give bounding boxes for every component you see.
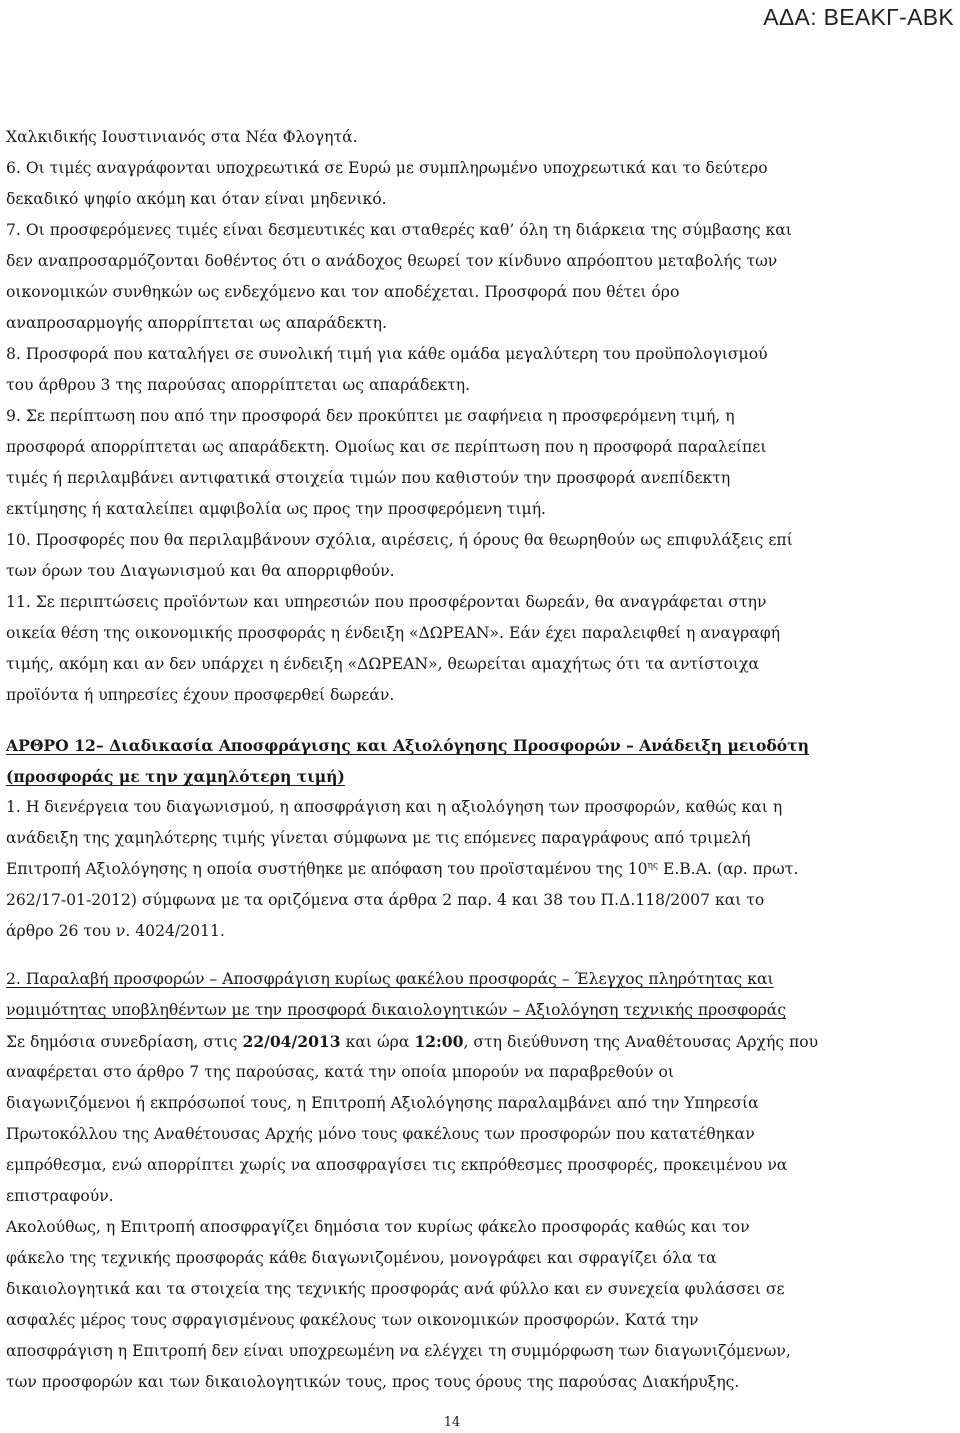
text-line: 9. Σε περίπτωση που από την προσφορά δεν προκύπτει με σαφήνεια η προσφερόμενη τιμή, η — [6, 407, 735, 425]
section-heading: 2. Παραλαβή προσφορών – Αποσφράγιση κυρίως φακέλου προσφοράς – Έλεγχος πληρότητας και — [6, 970, 774, 988]
document-body — [0, 122, 960, 1429]
text-line: 8. Προσφορά που καταλήγει σε συνολική τιμή για κάθε ομάδα μεγαλύτερη του προϋπολογισμού — [6, 345, 768, 363]
article-heading-cont: (προσφοράς με την χαμηλότερη τιμή) — [6, 767, 345, 786]
meeting-date: 22/04/2013 — [242, 1032, 341, 1051]
text-line: τιμές ή περιλαμβάνει αντιφατικά στοιχεία τιμών που καθιστούν την προσφορά ανεπίδεκτη — [6, 469, 731, 487]
text-line: των προσφορών και των δικαιολογητικών τους, προς τους όρους της παρούσας Διακήρυξης. — [6, 1373, 740, 1391]
text-line: εμπρόθεσμα, ενώ απορρίπτει χωρίς να αποσφραγίσει τις εκπρόθεσμες προσφορές, προκειμένου να — [6, 1156, 788, 1174]
text-line: εκτίμησης ή καταλείπει αμφιβολία ως προς την προσφερόμενη τιμή. — [6, 500, 546, 518]
text-line: άρθρο 26 του ν. 4024/2011. — [6, 922, 225, 940]
text-line: 6. Οι τιμές αναγράφονται υποχρεωτικά σε Ευρώ με συμπληρωμένο υποχρεωτικά και το δεύτερο — [6, 159, 768, 177]
text-line: δικαιολογητικά και τα στοιχεία της τεχνικής προσφοράς ανά φύλλο και εν συνεχεία φυλάσσει σε — [6, 1280, 785, 1298]
document-code: ΑΔΑ: ΒΕΑΚΓ-ΑΒΚ — [763, 4, 954, 30]
section-heading-cont: νομιμότητας υποβληθέντων με την προσφορά δικαιολογητικών – Αξιολόγηση τεχνικής προσφοράς — [6, 1001, 787, 1019]
text-line: προσφορά απορρίπτεται ως απαράδεκτη. Ομοίως και σε περίπτωση που η προσφορά παραλείπει — [6, 438, 767, 456]
text-line: οικονομικών συνθηκών ως ενδεχόμενο και τον αποδέχεται. Προσφορά που θέτει όρο — [6, 283, 680, 301]
text-line: Ακολούθως, η Επιτροπή αποσφραγίζει δημόσια τον κυρίως φάκελο προσφοράς καθώς και τον — [6, 1218, 750, 1236]
article-heading: ΑΡΘΡΟ 12– Διαδικασία Αποσφράγισης και Αξιολόγησης Προσφορών – Ανάδειξη μειοδότη — [6, 736, 809, 755]
text-line: προϊόντα ή υπηρεσίες έχουν προσφερθεί δωρεάν. — [6, 686, 395, 704]
text-line: 262/17-01-2012) σύμφωνα με τα οριζόμενα στα άρθρα 2 παρ. 4 και 38 του Π.Δ.118/2007 και το — [6, 891, 765, 909]
meeting-time: 12:00 — [414, 1032, 464, 1051]
text-line: διαγωνιζόμενοι ή εκπρόσωποί τους, η Επιτροπή Αξιολόγησης παραλαμβάνει από την Υπηρεσία — [6, 1094, 759, 1112]
page-number: 14 — [443, 1415, 461, 1430]
text-line: των όρων του Διαγωνισμού και θα απορριφθούν. — [6, 562, 395, 580]
text-line: φάκελο της τεχνικής προσφοράς κάθε διαγωνιζομένου, μονογράφει και σφραγίζει όλα τα — [6, 1249, 717, 1267]
text-line: του άρθρου 3 της παρούσας απορρίπτεται ως απαράδεκτη. — [6, 376, 471, 394]
text-line: δεν αναπροσαρμόζονται δοθέντος ότι ο ανάδοχος θεωρεί τον κίνδυνο απρόοπτου μεταβολής των — [6, 252, 778, 270]
text-line: 7. Οι προσφερόμενες τιμές είναι δεσμευτικές και σταθερές καθ’ όλη τη διάρκεια της σύμβασης και — [6, 221, 792, 239]
text-line: Σε δημόσια συνεδρίαση, στις 22/04/2013 και ώρα 12:00, στη διεύθυνση της Αναθέτουσας Αρχής που — [6, 1032, 819, 1051]
ordinal-suffix: ης — [647, 860, 658, 871]
text-line: επιστραφούν. — [6, 1187, 114, 1205]
text-line: 1. Η διενέργεια του διαγωνισμού, η αποσφράγιση και η αξιολόγηση των προσφορών, καθώς και η — [6, 798, 783, 816]
text-line: ασφαλές μέρος τους σφραγισμένους φακέλους των οικονομικών προσφορών. Κατά την — [6, 1311, 699, 1329]
text-line: τιμής, ακόμη και αν δεν υπάρχει η ένδειξη «ΔΩΡΕΑΝ», θεωρείται αμαχήτως ότι τα αντίστοιχα — [6, 655, 759, 673]
text-line: Πρωτοκόλλου της Αναθέτουσας Αρχής μόνο τους φακέλους των προσφορών που κατατέθηκαν — [6, 1125, 755, 1143]
text-line: Χαλκιδικής Ιουστινιανός στα Νέα Φλογητά. — [6, 128, 358, 146]
text-line: 10. Προσφορές που θα περιλαμβάνουν σχόλια, αιρέσεις, ή όρους θα θεωρηθούν ως επιφυλάξεις επί — [6, 531, 793, 549]
text-line: 11. Σε περιπτώσεις προϊόντων και υπηρεσιών που προσφέρονται δωρεάν, θα αναγράφεται στην — [6, 593, 767, 611]
text-line: οικεία θέση της οικονομικής προσφοράς η ένδειξη «ΔΩΡΕΑΝ». Εάν έχει παραλειφθεί η αναγραφή — [6, 624, 781, 642]
text-line: αναπροσαρμογής απορρίπτεται ως απαράδεκτη. — [6, 314, 387, 332]
text-line: αναφέρεται στο άρθρο 7 της παρούσας, κατά την οποία μπορούν να παραβρεθούν οι — [6, 1063, 674, 1081]
text-line: ανάδειξη της χαμηλότερης τιμής γίνεται σύμφωνα με τις επόμενες παραγράφους από τριμελή — [6, 829, 751, 847]
text-line: δεκαδικό ψηφίο ακόμη και όταν είναι μηδενικό. — [6, 190, 387, 208]
text-line: αποσφράγιση η Επιτροπή δεν είναι υποχρεωμένη να ελέγχει τη συμμόρφωση των διαγωνιζόμενων, — [6, 1342, 791, 1360]
text-line: Επιτροπή Αξιολόγησης η οποία συστήθηκε με απόφαση του προϊσταμένου της $10^{\eta\varsigma}$ Ε.Β.Α. (αρ. πρωτ. — [6, 860, 799, 878]
